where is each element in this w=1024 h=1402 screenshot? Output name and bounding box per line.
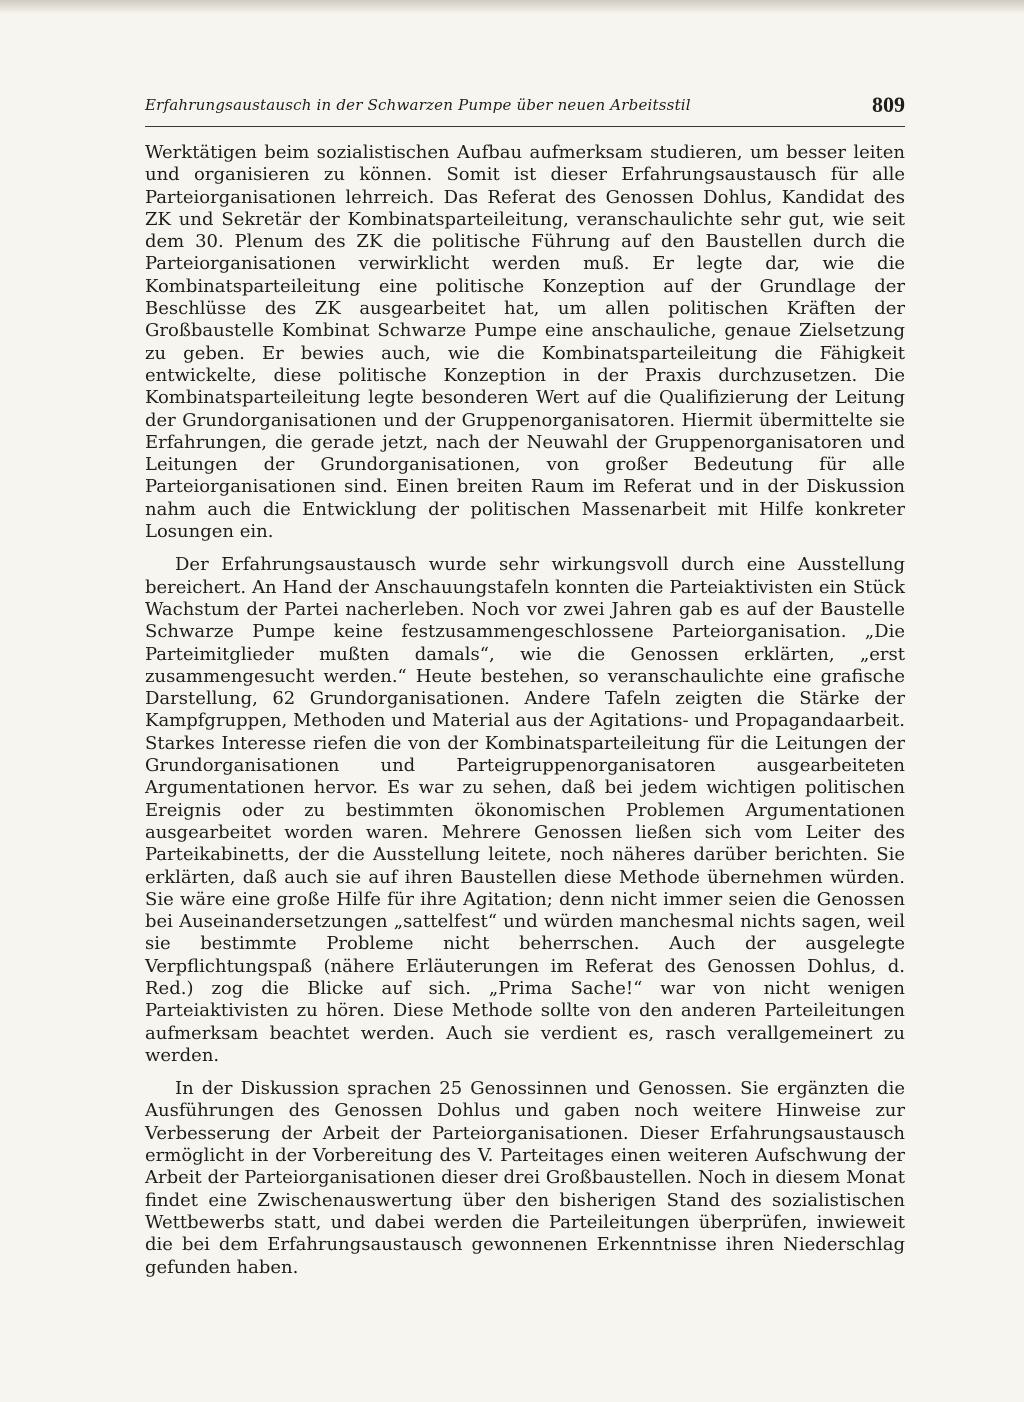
paragraph-3: In der Diskussion sprachen 25 Genossinnen und Genossen. Sie ergänzten die Ausführungen des Genossen Dohlus und gaben noch weitere Hinweise zur Verbesserung der Arbeit der Parteiorganisationen. Dieser Erfahrungsaustausch ermöglicht in der Vorbereitung des V. Parteitages einen weiteren Aufschwung der Arbeit der Parteiorganisationen dieser drei Großbaustellen. Noch in diesem Monat findet eine Zwischenauswertung über den bisherigen Stand des sozialistischen Wettbewerbs statt, und dabei werden die Parteileitungen überprüfen, inwieweit die bei dem Erfahrungsaustausch gewonnenen Erkenntnisse ihren Niederschlag gefunden haben. [145,1078,905,1278]
page-number: 809 [872,92,905,117]
article-body [145,142,905,1279]
paragraph-2: Der Erfahrungsaustausch wurde sehr wirkungsvoll durch eine Ausstellung bereichert. An Hand der Anschauungstafeln konnten die Parteiaktivisten ein Stück Wachstum der Partei nacherleben. Noch vor zwei Jahren gab es auf der Baustelle Schwarze Pumpe keine festzusammengeschlossene Parteiorganisation. „Die Parteimitglieder mußten damals“, wie die Genossen erklärten, „erst zusammengesucht werden.“ Heute bestehen, so veranschaulichte eine grafische Darstellung, 62 Grundorganisationen. Andere Tafeln zeigten die Stärke der Kampfgruppen, Methoden und Material aus der Agitations- und Propagandaarbeit. Starkes Interesse riefen die von der Kombinatsparteileitung für die Leitungen der Grundorganisationen und Parteigruppenorganisatoren ausgearbeiteten Argumentationen hervor. Es war zu sehen, daß bei jedem wichtigen politischen Ereignis oder zu bestimmten ökonomischen Problemen Argumentationen ausgearbeitet worden waren. Mehrere Genossen ließen sich vom Leiter des Parteikabinetts, der die Ausstellung leitete, noch näheres darüber berichten. Sie erklärten, daß auch sie auf ihren Baustellen diese Methode übernehmen würden. Sie wäre eine große Hilfe für ihre Agitation; denn nicht immer seien die Genossen bei Auseinandersetzungen „sattelfest“ und würden manchesmal nichts sagen, weil sie bestimmte Probleme nicht beherrschen. Auch der ausgelegte Verpflichtungspaß (nähere Erläuterungen im Referat des Genossen Dohlus, d. Red.) zog die Blicke auf sich. „Prima Sache!“ war von nicht wenigen Parteiaktivisten zu hören. Diese Methode sollte von den anderen Parteileitungen aufmerksam beachtet werden. Auch sie verdient es, rasch verallgemeinert zu werden. [145,554,905,1066]
scan-edge-shadow [0,0,1024,14]
running-title: Erfahrungsaustausch in der Schwarzen Pumpe über neuen Arbeitsstil [145,96,691,114]
running-header [145,92,905,120]
paragraph-1: Werktätigen beim sozialistischen Aufbau aufmerksam studieren, um besser leiten und organisieren zu können. Somit ist dieser Erfahrungsaustausch für alle Parteiorganisationen lehrreich. Das Referat des Genossen Dohlus, Kandidat des ZK und Sekretär der Kombinatsparteileitung, veranschaulichte sehr gut, wie seit dem 30. Plenum des ZK die politische Führung auf den Baustellen durch die Parteiorganisationen verwirklicht werden muß. Er legte dar, wie die Kombinatsparteileitung eine politische Konzeption auf der Grundlage der Beschlüsse des ZK ausgearbeitet hat, um allen politischen Kräften der Großbaustelle Kombinat Schwarze Pumpe eine anschauliche, genaue Zielsetzung zu geben. Er bewies auch, wie die Kombinatsparteileitung die Fähigkeit entwickelte, diese politische Konzeption in der Praxis durchzusetzen. Die Kombinatsparteileitung legte besonderen Wert auf die Qualifizierung der Leitung der Grundorganisationen und der Gruppenorganisatoren. Hiermit übermittelte sie Erfahrungen, die gerade jetzt, nach der Neuwahl der Gruppenorganisatoren und Leitungen der Grundorganisationen, von großer Bedeutung für alle Parteiorganisationen sind. Einen breiten Raum im Referat und in der Diskussion nahm auch die Entwicklung der politischen Massenarbeit mit Hilfe konkreter Losungen ein. [145,142,905,543]
header-rule [145,126,905,127]
